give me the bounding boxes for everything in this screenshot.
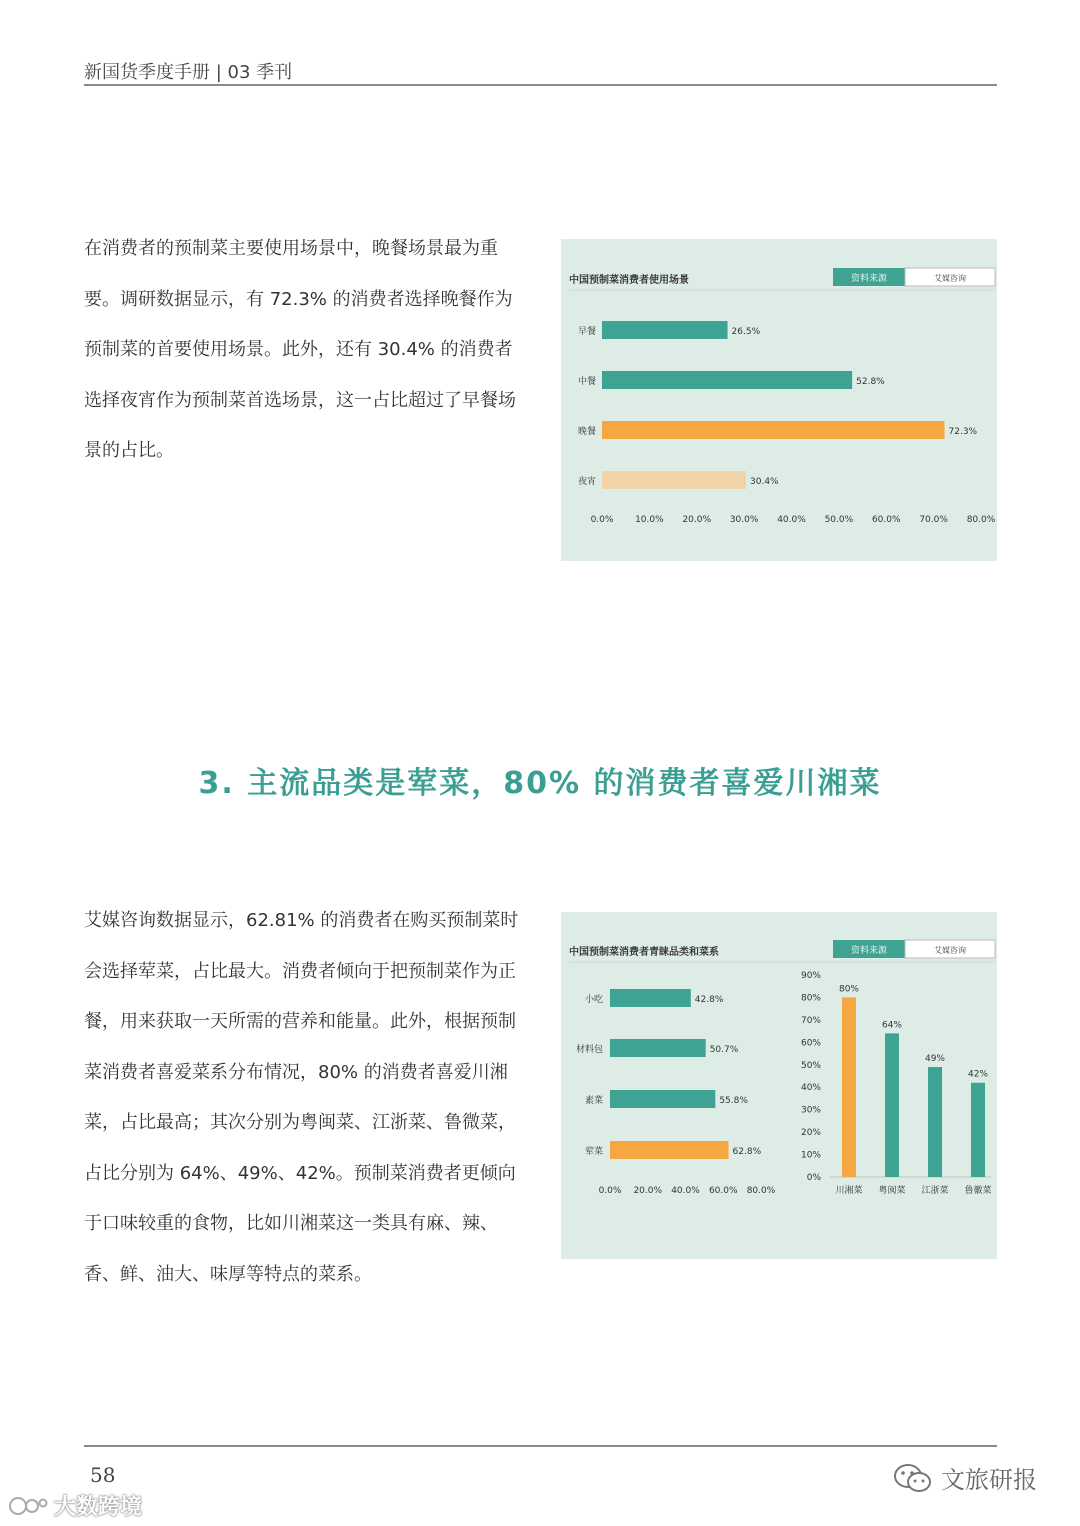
value-label: 72.3% [948, 427, 978, 437]
y-tick-label: 40% [800, 1083, 821, 1094]
watermark-left-text: 大数跨境 [54, 1495, 143, 1520]
value-label: 30.4% [750, 477, 779, 487]
x-tick-label: 50.0% [824, 515, 854, 525]
x-tick-label: 20.0% [682, 515, 712, 525]
page-header-title: 新国货季度手册 | 03 季刊 [84, 62, 293, 83]
section2-paragraph: 艾媒咨询数据显示，62.81% 的消费者在购买预制菜时会选择荤菜，占比最大。消费者倾向于把预制菜作为正餐，用来获取一天所需的营养和能量。此外，根据预制菜消费者喜爱菜系分布情况，80% 的消费者喜爱川湘菜，占比最高；其次分别为粤闽菜、江浙菜、鲁微菜，占比分别为 64%、49%、42%。预制菜消费者更倾向于口味较重的食物，比如川湘菜这一类具有麻、辣、香、鲜、油大、味厚等特点的菜系。 [84, 910, 519, 1285]
bar [971, 1083, 985, 1177]
x-tick-label: 10.0% [635, 515, 664, 525]
value-label: 62.8% [732, 1147, 762, 1157]
bar [610, 989, 691, 1007]
category-label: 中餐 [577, 377, 596, 387]
source-label: 资料来源 [850, 274, 888, 284]
y-tick-label: 0% [806, 1173, 821, 1183]
category-cuisine-chart-svg [561, 912, 997, 1259]
y-tick-label: 60% [800, 1038, 821, 1049]
category-label: 川湘菜 [835, 1186, 863, 1196]
watermark-right-text: 文旅研报 [941, 1466, 1037, 1494]
bar [610, 1090, 715, 1108]
value-label: 26.5% [731, 327, 761, 337]
y-tick-label: 90% [800, 971, 821, 981]
y-tick-label: 70% [800, 1015, 821, 1026]
bar [610, 1039, 706, 1057]
source-value: 艾媒咨询 [934, 946, 966, 955]
x-tick-label: 0.0% [598, 1186, 622, 1196]
x-tick-label: 40.0% [671, 1186, 700, 1196]
source-value: 艾媒咨询 [934, 274, 966, 283]
x-tick-label: 20.0% [633, 1186, 663, 1196]
category-label: 夜宵 [577, 477, 596, 487]
usage-scenario-chart-svg [561, 239, 997, 561]
bar [602, 321, 728, 339]
watermark-right [893, 1460, 1037, 1495]
footer-rule [84, 1445, 997, 1447]
x-tick-label: 30.0% [729, 515, 759, 525]
value-label: 80% [838, 984, 860, 995]
wechat-icon [893, 1461, 933, 1495]
y-tick-label: 20% [800, 1128, 821, 1139]
bar [602, 471, 746, 489]
category-label: 晚餐 [577, 427, 596, 437]
watermark-logo-icon [8, 1494, 48, 1518]
value-label: 64% [881, 1020, 903, 1031]
value-label: 55.8% [719, 1096, 748, 1106]
category-label: 鲁徽菜 [964, 1186, 992, 1196]
page-number: 58 [90, 1463, 116, 1487]
category-label: 粤闽菜 [878, 1186, 906, 1196]
y-tick-label: 10% [800, 1150, 821, 1161]
chart-title: 中国预制菜消费者使用场景 [569, 275, 689, 286]
value-label: 52.8% [856, 377, 885, 387]
watermark-left [8, 1490, 142, 1521]
x-tick-label: 80.0% [966, 515, 996, 525]
x-tick-label: 80.0% [746, 1186, 776, 1196]
x-tick-label: 60.0% [708, 1186, 738, 1196]
value-label: 42% [967, 1069, 989, 1080]
y-tick-label: 30% [800, 1105, 821, 1116]
category-label: 江浙菜 [921, 1186, 949, 1196]
x-tick-label: 0.0% [590, 515, 614, 525]
bar [602, 371, 852, 389]
category-cuisine-chart [561, 912, 997, 1259]
bar [928, 1067, 942, 1177]
section1-paragraph: 在消费者的预制菜主要使用场景中，晚餐场景最为重要。调研数据显示，有 72.3% 的消费者选择晚餐作为预制菜的首要使用场景。此外，还有 30.4% 的消费者选择夜宵作为预制菜首选场景，这一占比超过了早餐场景的占比。 [84, 238, 516, 461]
category-label: 荤菜 [584, 1147, 603, 1157]
x-tick-label: 60.0% [871, 515, 901, 525]
x-tick-label: 70.0% [919, 515, 948, 525]
usage-scenario-chart [561, 239, 997, 561]
bar [885, 1033, 899, 1177]
category-label: 素菜 [584, 1096, 603, 1106]
source-label: 资料来源 [850, 946, 888, 956]
header-rule [84, 84, 997, 86]
value-label: 50.7% [709, 1045, 739, 1055]
value-label: 42.8% [694, 995, 724, 1005]
x-tick-label: 40.0% [777, 515, 806, 525]
y-tick-label: 80% [800, 993, 821, 1004]
bar [602, 421, 945, 439]
category-label: 小吃 [584, 995, 603, 1005]
section2-heading: 3. 主流品类是荤菜，80% 的消费者喜爱川湘菜 [198, 766, 882, 801]
bar [842, 997, 856, 1177]
bar [610, 1141, 729, 1159]
category-label: 材料包 [575, 1045, 603, 1055]
value-label: 49% [924, 1054, 946, 1065]
chart-title: 中国预制菜消费者青睐品类和菜系 [569, 947, 719, 958]
category-label: 早餐 [577, 327, 596, 337]
y-tick-label: 50% [800, 1060, 821, 1071]
